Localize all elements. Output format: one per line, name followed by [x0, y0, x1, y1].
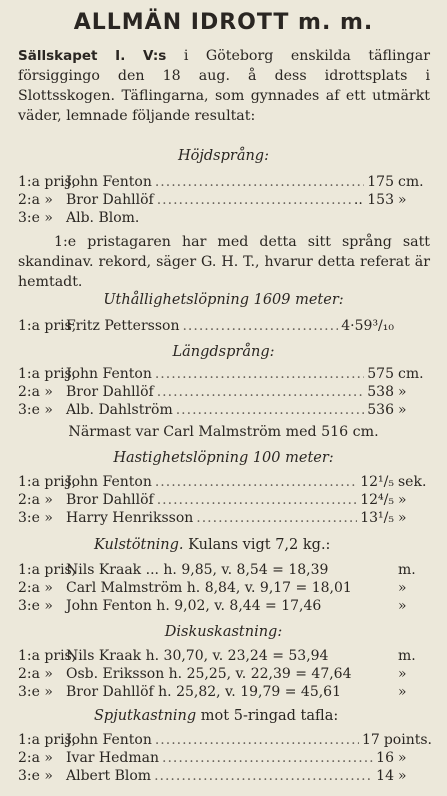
- result-row: 1:a pris, Fritz Pettersson ..... 4·59³/₁₀: [18, 318, 432, 338]
- result-row: 2:a » Bror Dahllöf ..... 12⁴/₅ »: [18, 492, 432, 512]
- result-row: 1:a pris, Nils Kraak ... h. 9,85, v. 8,54 = 18,39 m.: [18, 562, 416, 578]
- section-note-langd: Närmast var Carl Malmström med 516 cm.: [68, 424, 379, 440]
- result-row: 2:a » Ivar Hedman ..... 16 »: [18, 750, 432, 770]
- result-row: 3:e » Alb. Blom.: [18, 210, 140, 226]
- result-row: 3:e » John Fenton h. 9,02, v. 8,44 = 17,46 »: [18, 598, 407, 614]
- result-row: 3:e » Harry Henriksson ..... 13¹/₅ »: [18, 510, 432, 530]
- result-row: 2:a » Bror Dahllöf ..... .. 153 »: [18, 192, 432, 212]
- section-note-hojd: 1:e pristagaren har med detta sitt språng satt skandinav. rekord, säger G. H. T., hvarur detta referat är hemtadt.: [18, 234, 430, 290]
- result-row: 1:a pris, John Fenton ..... 575 cm.: [18, 366, 432, 386]
- section-heading-hojd: Höjdsprång:: [178, 148, 269, 164]
- result-row: 1:a pris, John Fenton ..... 175 cm.: [18, 174, 432, 194]
- section-heading-hast: Hastighetslöpning 100 meter:: [113, 450, 334, 466]
- result-row: 1:a pris, John Fenton ..... 12¹/₅ sek.: [18, 474, 432, 494]
- section-heading-disk: Diskuskastning:: [164, 624, 283, 640]
- result-row: 3:e » Alb. Dahlström ..... 536 »: [18, 402, 432, 422]
- section-heading-uthall: Uthållighetslöpning 1609 meter:: [103, 292, 344, 308]
- result-row: 2:a » Osb. Eriksson h. 25,25, v. 22,39 = 47,64 »: [18, 666, 407, 682]
- result-row: 2:a » Carl Malmström h. 8,84, v. 9,17 = 18,01 »: [18, 580, 407, 596]
- result-row: 3:e » Bror Dahllöf h. 25,82, v. 19,79 = 45,61 »: [18, 684, 407, 700]
- section-heading-kula: Kulstötning. Kulans vigt 7,2 kg.:: [94, 537, 331, 553]
- section-heading-langd: Längdsprång:: [172, 344, 275, 360]
- section-heading-spjut: Spjutkastning mot 5-ringad tafla:: [94, 708, 339, 724]
- intro-paragraph: [18, 46, 430, 126]
- result-row: 3:e » Albert Blom ..... 14 »: [18, 768, 432, 788]
- intro-text: i Göteborg enskilda täflingar försiggingo den 18 aug. å dess idrottsplats i Slottsskogen. Täflingarna, som gynnades af ett utmärkt väder, lemnade följande resultat:: [18, 48, 430, 124]
- result-row: 1:a pris, Nils Kraak h. 30,70, v. 23,24 = 53,94 m.: [18, 648, 416, 664]
- intro-lead: Sällskapet I. V:s: [18, 48, 167, 64]
- result-row: 2:a » Bror Dahllöf ..... 538 »: [18, 384, 432, 404]
- page-title: ALLMÄN IDROTT m. m.: [73, 10, 374, 35]
- result-row: 1:a pris, John Fenton ..... 17 points.: [18, 732, 432, 752]
